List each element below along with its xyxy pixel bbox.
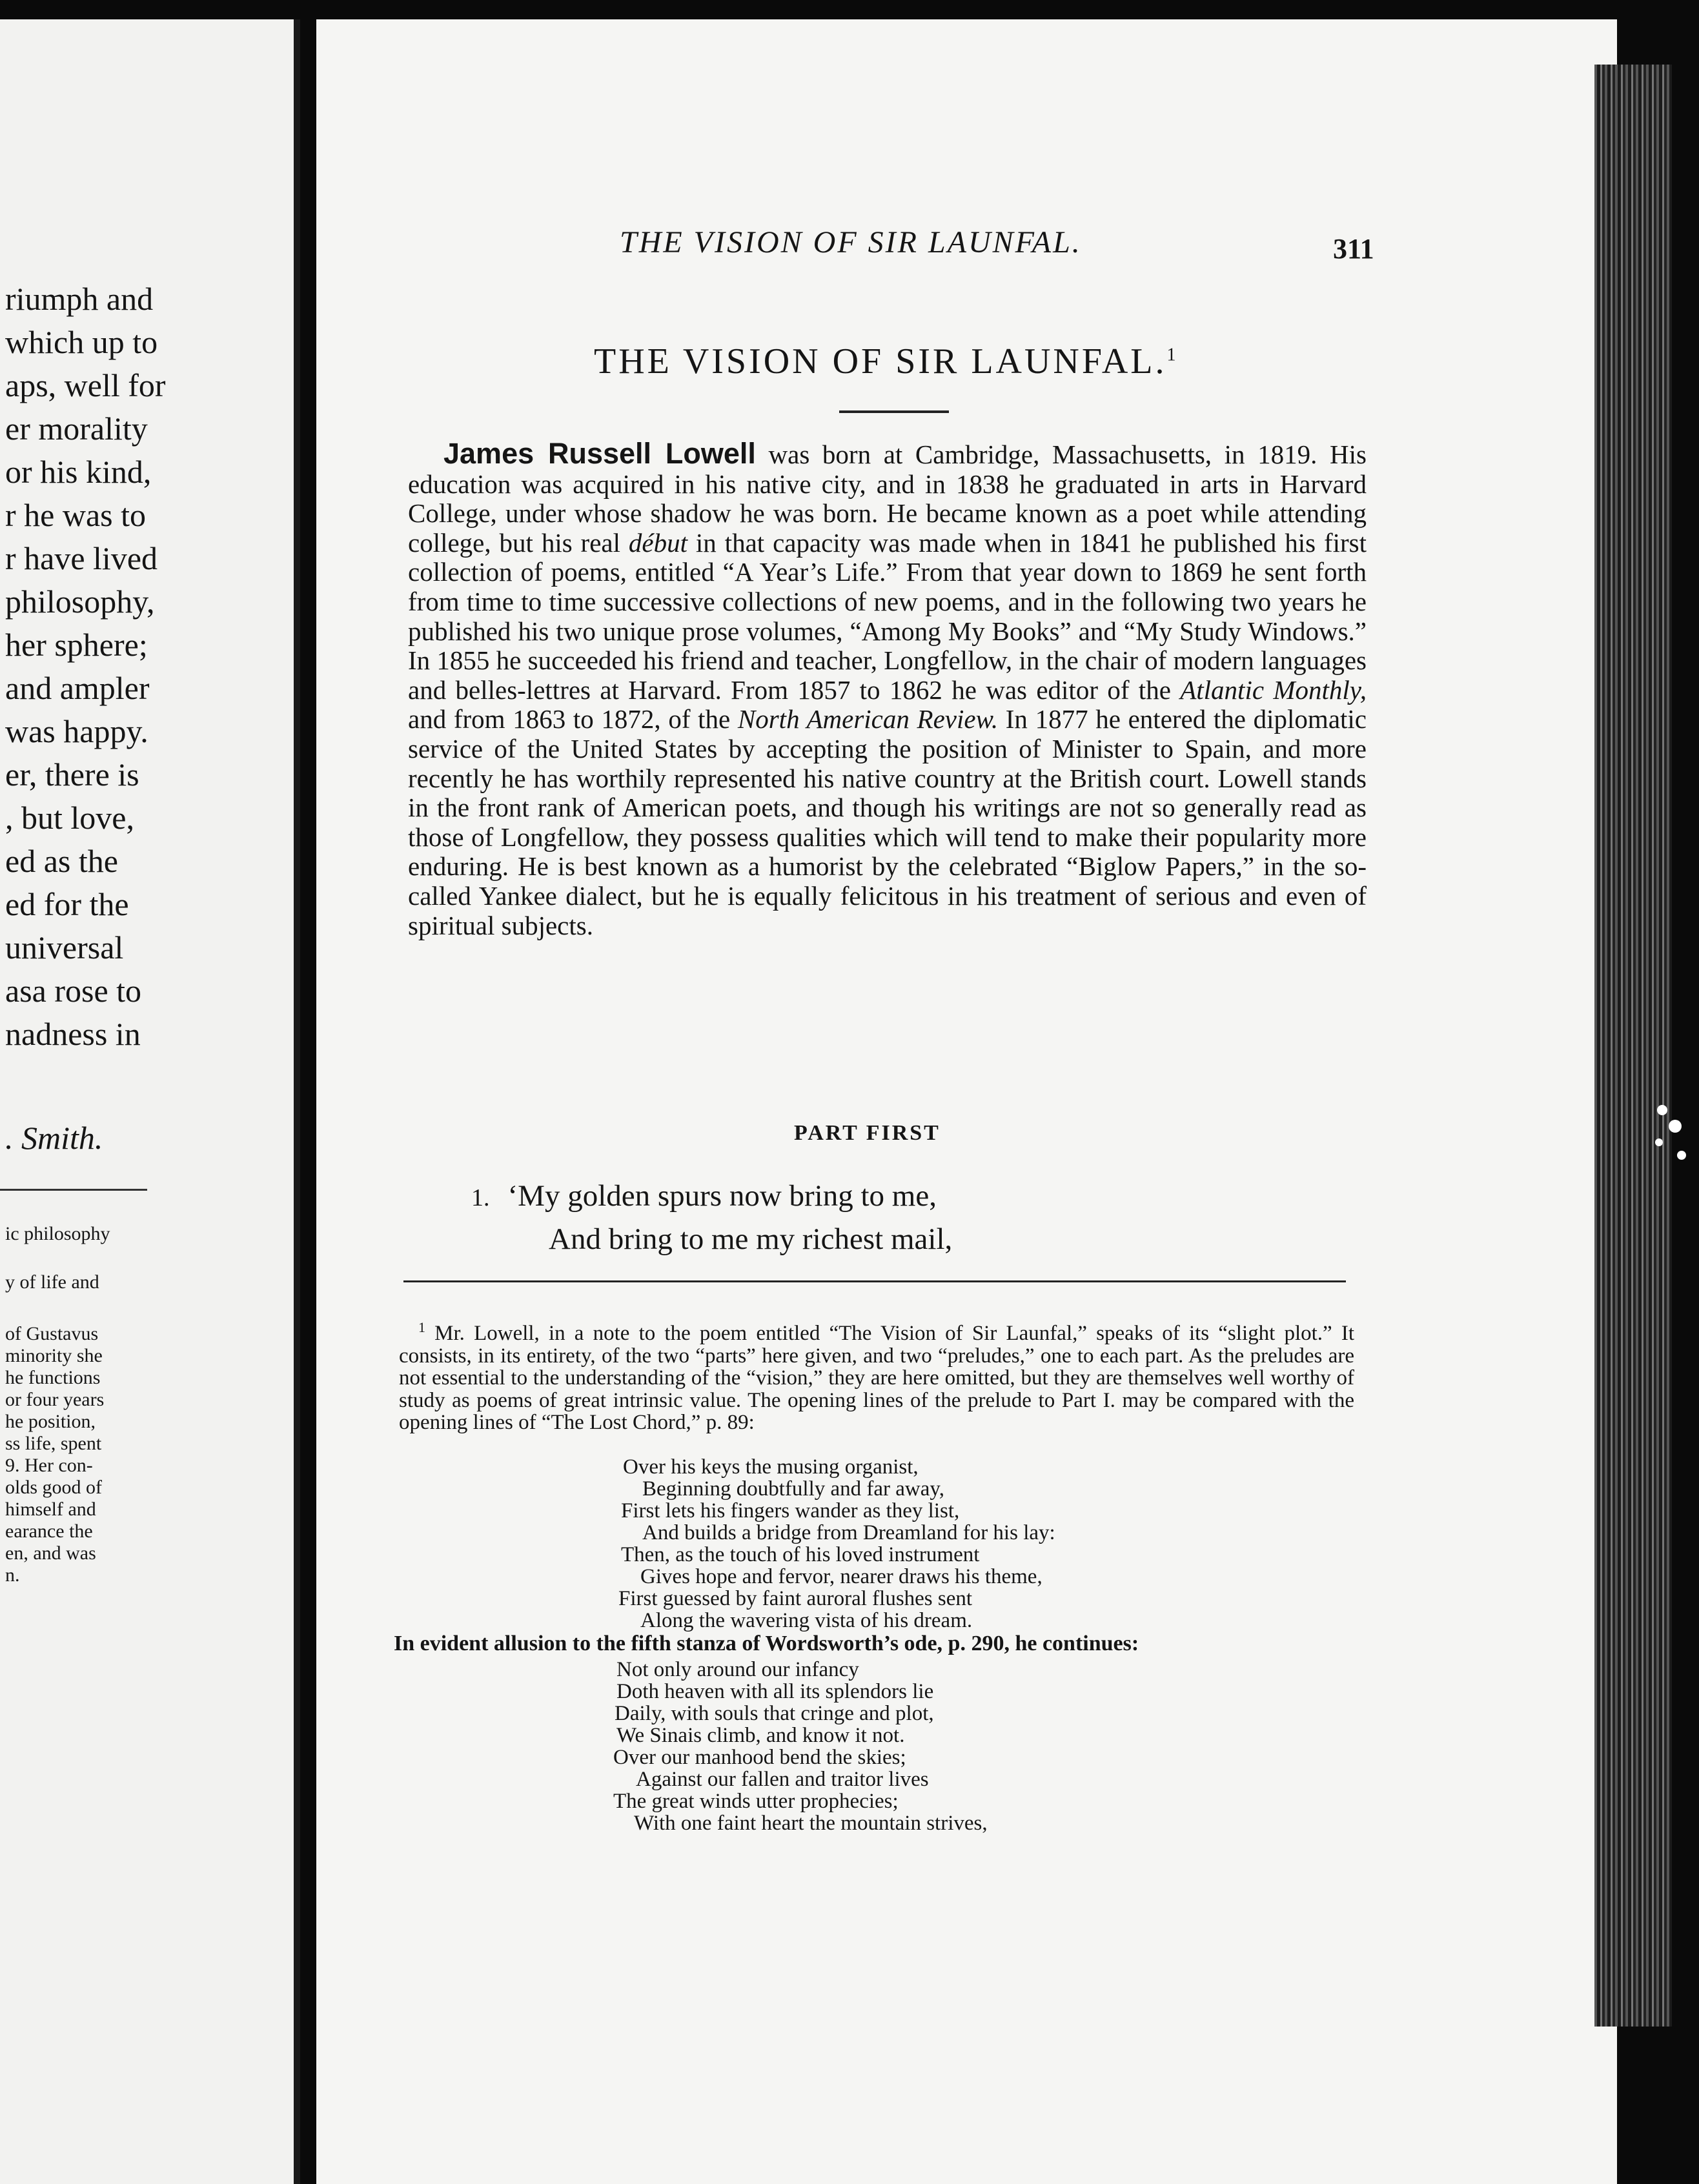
footnote-quote-line: Not only around our infancy xyxy=(616,1658,859,1681)
left-page-line: and ampler xyxy=(5,670,150,706)
left-page-line: nadness in xyxy=(5,1016,141,1052)
running-head: THE VISION OF SIR LAUNFAL. xyxy=(620,225,1082,259)
left-page-note-line: minority she xyxy=(5,1345,103,1366)
footnote-text: Mr. Lowell, in a note to the poem entitled “The Vision of Sir Launfal,” speaks of its “slight plot.” It consists, in its entirety, of the two “parts” here given, and two “preludes,” one to each part. As the preludes are not essential to the understanding of the “vision,” they are here omitted, but they are themselves well worthy of study as poems of great intrinsic value. The opening lines of the prelude to Part I. may be compared with the opening lines of “The Lost Chord,” p. 89: xyxy=(399,1322,1354,1434)
footnote-quote-line: First guessed by faint auroral flushes sent xyxy=(618,1587,973,1610)
left-page-line: aps, well for xyxy=(5,367,166,403)
left-page-note-line: olds good of xyxy=(5,1477,102,1498)
left-page-rule xyxy=(0,1189,147,1191)
left-page-note-line: he position, xyxy=(5,1411,96,1432)
left-page-line: asa rose to xyxy=(5,973,142,1009)
footnote-quote-line: Beginning doubtfully and far away, xyxy=(642,1477,944,1501)
left-page xyxy=(0,19,300,2184)
left-page-line: r have lived xyxy=(5,540,158,576)
left-page-note-line: of Gustavus xyxy=(5,1323,99,1344)
left-page-line: er morality xyxy=(5,410,148,447)
footnote-quote-line: Along the wavering vista of his dream. xyxy=(640,1609,973,1632)
left-page-line: ed as the xyxy=(5,843,118,879)
left-page-note-line: n. xyxy=(5,1564,20,1586)
left-page-note-line: en, and was xyxy=(5,1542,96,1564)
left-page-line: or his kind, xyxy=(5,454,152,490)
scan-specks xyxy=(1649,1091,1694,1181)
left-page-note-line: earance the xyxy=(5,1521,93,1542)
left-page-note-line: y of life and xyxy=(5,1271,99,1293)
intro-italic: North American Review. xyxy=(737,704,999,734)
left-page-signature: . Smith. xyxy=(5,1120,103,1156)
footnote-quote-line: Over our manhood bend the skies; xyxy=(613,1746,906,1769)
left-page-note-line: he functions xyxy=(5,1367,101,1388)
footnote-quote-line: With one faint heart the mountain strives, xyxy=(634,1812,988,1835)
verse-line xyxy=(471,1178,937,1213)
intro-paragraph xyxy=(408,439,1367,940)
author-name: James Russell Lowell xyxy=(443,437,756,470)
intro-text: and from 1863 to 1872, of the xyxy=(408,704,738,734)
part-heading: PART FIRST xyxy=(794,1121,941,1145)
intro-text: was born at Cambridge, Massachusetts, in 1819. His education was acquired in his native city, and in 1838 he graduated in arts in Harvard College, under whose shadow he was born. He became known as a poet while attending college, but his real xyxy=(408,440,1367,558)
page-title-text: THE VISION OF SIR LAUNFAL. xyxy=(594,341,1167,381)
intro-text: in that capacity was made when in 1841 he published his first collection of poems, entitled “A Year’s Life.” From that year down to 1869 he sent forth from time to time successive collections of new poems, and in the following two years he published his two unique prose volumes, “Among My Books” and “My Study Windows.” In 1855 he succeeded his friend and teacher, Longfellow, in the chair of modern languages and belles-lettres at Harvard. From 1857 to 1862 he was editor of the xyxy=(408,527,1367,705)
left-page-note-line: himself and xyxy=(5,1499,96,1520)
left-page-line: er, there is xyxy=(5,756,139,793)
left-page-note-line: 9. Her con- xyxy=(5,1455,93,1476)
footnote-quote-line: The great winds utter prophecies; xyxy=(613,1790,899,1813)
left-page-line: universal xyxy=(5,929,124,966)
title-footnote-marker: 1 xyxy=(1166,345,1179,365)
stanza-number: 1. xyxy=(471,1184,490,1211)
footnote-quote-line: First lets his fingers wander as they list, xyxy=(621,1499,960,1522)
left-page-note-line: or four years xyxy=(5,1389,105,1410)
intro-italic: début xyxy=(628,527,687,558)
intro-italic: Atlantic Monthly, xyxy=(1180,674,1367,705)
left-page-line: which up to xyxy=(5,324,158,360)
footnote-quote-line: We Sinais climb, and know it not. xyxy=(616,1724,905,1747)
left-page-note-line: ic philosophy xyxy=(5,1223,110,1244)
left-page-line: ed for the xyxy=(5,886,129,922)
left-page-line: was happy. xyxy=(5,713,148,749)
footnote-quote-line: Doth heaven with all its splendors lie xyxy=(616,1680,934,1703)
verse-text: ‘My golden spurs now bring to me, xyxy=(507,1179,937,1213)
page-number: 311 xyxy=(1333,233,1374,265)
left-page-line: philosophy, xyxy=(5,583,155,620)
footnote-quote-line: And builds a bridge from Dreamland for his lay: xyxy=(642,1521,1055,1544)
left-page-line: r he was to xyxy=(5,497,146,533)
intro-text: In 1877 he entered the diplomatic service of the United States by accepting the position of Minister to Spain, and more recently he has worthily represented his native country at the British court. Lowell stands in the front rank of American poets, and though his writings are not so generally read as those of Longfellow, they possess qualities which will tend to make their popularity more enduring. He is best known as a humorist by the celebrated “Biglow Papers,” in the so-called Yankee dialect, but he is equally felicitous in his treatment of serious and even of spiritual subjects. xyxy=(408,704,1367,940)
left-page-line: her sphere; xyxy=(5,627,148,663)
footnote-continuation: In evident allusion to the fifth stanza of Wordsworth’s ode, p. 290, he continues: xyxy=(394,1632,1139,1655)
footnote-marker: 1 xyxy=(418,1319,425,1335)
title-rule xyxy=(839,410,949,413)
footnote-quote-line: Over his keys the musing organist, xyxy=(623,1455,919,1479)
footnote-rule xyxy=(403,1280,1346,1282)
footnote-paragraph xyxy=(399,1317,1354,1434)
page-title xyxy=(594,341,1179,382)
left-page-note-line: ss life, spent xyxy=(5,1433,102,1454)
footnote-quote-line: Daily, with souls that cringe and plot, xyxy=(615,1702,934,1725)
footnote-quote-line: Then, as the touch of his loved instrument xyxy=(621,1543,980,1566)
left-page-line: riumph and xyxy=(5,281,154,317)
left-page-line: , but love, xyxy=(5,800,134,836)
footnote-quote-line: Gives hope and fervor, nearer draws his theme, xyxy=(640,1565,1043,1588)
verse-line: And bring to me my richest mail, xyxy=(549,1222,953,1256)
footnote-quote-line: Against our fallen and traitor lives xyxy=(636,1768,929,1791)
page-edges xyxy=(1594,65,1672,2027)
